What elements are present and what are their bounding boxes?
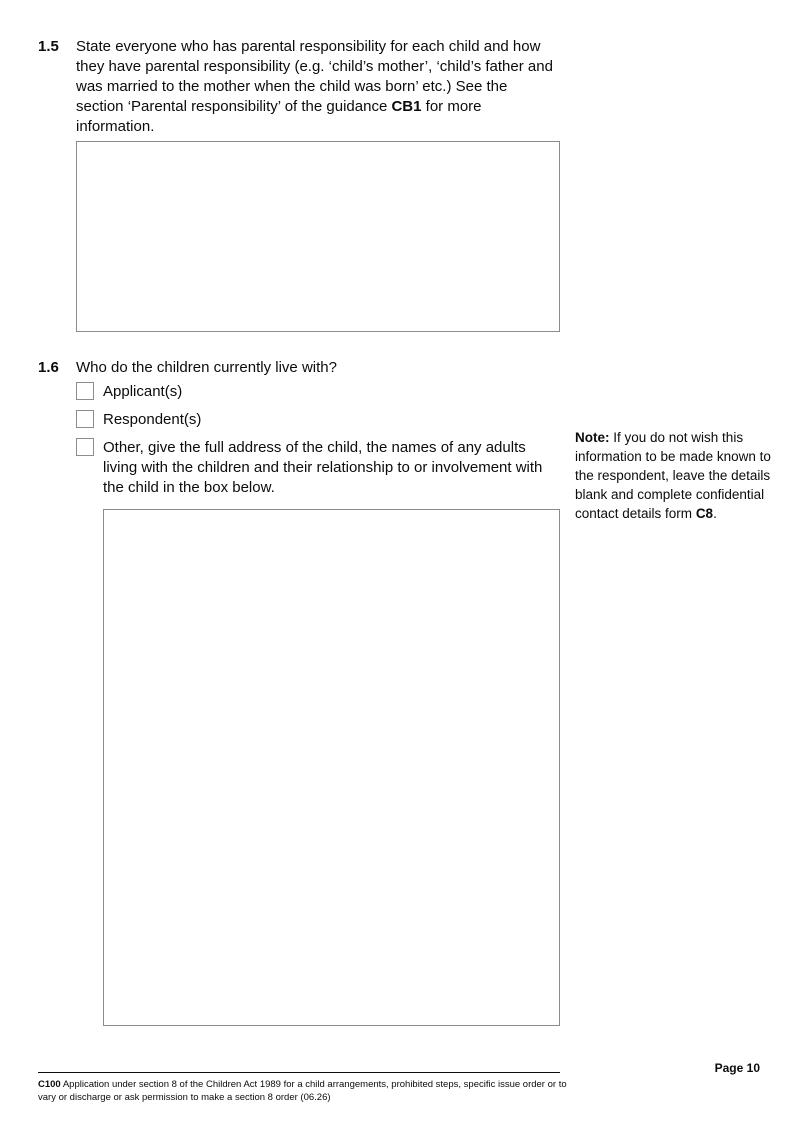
question-text-1-5-end: for more information. xyxy=(76,98,482,135)
note-text: If you do not wish this information to be made known to the respondent, leave the details blank and complete confidential contact details form xyxy=(575,430,771,521)
option-respondent xyxy=(76,410,566,434)
footer-divider xyxy=(38,1072,560,1073)
parental-responsibility-answer-box[interactable] xyxy=(76,141,560,332)
respondent-label: Respondent(s) xyxy=(103,411,202,428)
footer-form-code: C100 xyxy=(38,1079,61,1090)
other-checkbox[interactable] xyxy=(76,438,94,456)
page-number: Page 10 xyxy=(714,1061,760,1075)
applicant-label: Applicant(s) xyxy=(103,383,183,400)
question-text-1-6: Who do the children currently live with? xyxy=(76,359,337,376)
question-number-1-6: 1.6 xyxy=(38,359,59,376)
option-other xyxy=(76,438,566,502)
other-label: Other, give the full address of the child, the names of any adults living with the children and their relationship to or involvement with the child in the box below. xyxy=(103,439,543,496)
note-form-code: C8 xyxy=(695,506,714,521)
footer-description: Application under section 8 of the Children Act 1989 for a child arrangements, prohibited steps, specific issue order or to vary or discharge or ask permission to make a section 8 order (06.26) xyxy=(38,1079,567,1103)
child-address-answer-box[interactable] xyxy=(103,509,560,1026)
applicant-checkbox[interactable] xyxy=(76,382,94,400)
note-label: Note: xyxy=(575,430,610,445)
question-text-1-5 xyxy=(76,37,556,137)
note-text-end: . xyxy=(713,506,717,521)
footer-text xyxy=(38,1078,578,1104)
question-number-1-5: 1.5 xyxy=(38,38,59,55)
respondent-checkbox[interactable] xyxy=(76,410,94,428)
option-applicant xyxy=(76,382,566,406)
guidance-code: CB1 xyxy=(391,98,422,115)
side-note xyxy=(575,428,775,523)
question-text-1-5-main: State everyone who has parental responsibility for each child and how they have parental responsibility (e.g. ‘child’s mother’, ‘child’s father and was married to the mother when the child was born’ etc.) See the section ‘Parental responsibility’ of the guidance xyxy=(76,38,553,115)
